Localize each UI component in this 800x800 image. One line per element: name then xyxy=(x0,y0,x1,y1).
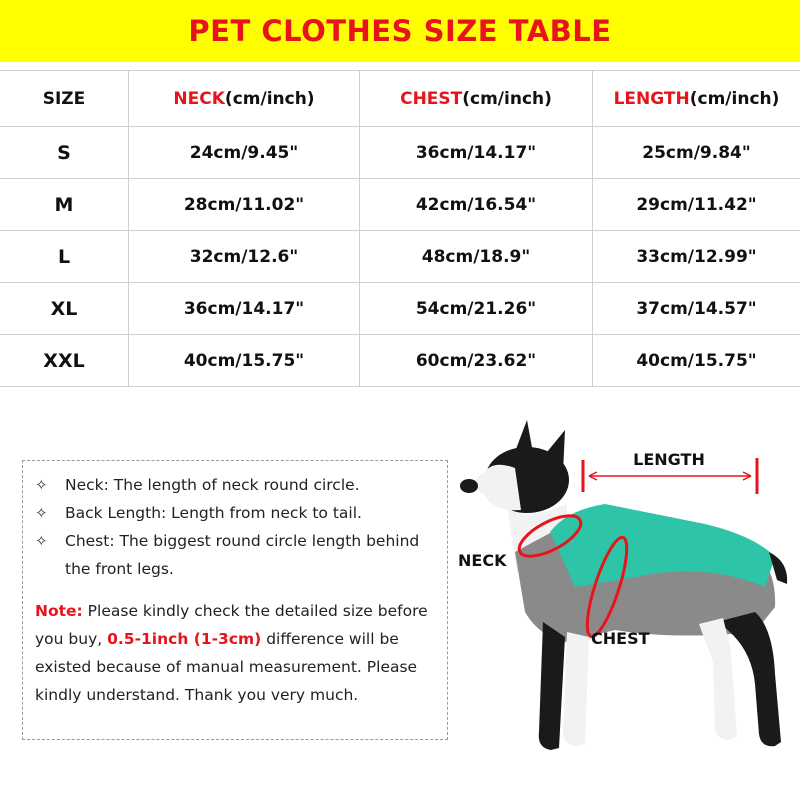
sparkle-icon: ✧ xyxy=(35,504,48,522)
header-chest-highlight: CHEST xyxy=(400,88,463,109)
size-cell: L xyxy=(0,231,129,283)
notes-box xyxy=(22,460,448,740)
neck-cell: 40cm/15.75" xyxy=(129,335,360,387)
page-title: PET CLOTHES SIZE TABLE xyxy=(188,14,612,48)
table-row xyxy=(0,283,800,335)
note-text-2: difference will be existed because of manual measurement. Please kindly understand. Thank you very much. xyxy=(35,630,418,704)
dog-leg xyxy=(539,622,565,750)
title-banner xyxy=(0,0,800,62)
header-length-highlight: LENGTH xyxy=(613,88,690,109)
size-cell: XL xyxy=(0,283,129,335)
neck-label: NECK xyxy=(458,551,507,570)
header-length xyxy=(593,71,800,127)
length-cell: 40cm/15.75" xyxy=(593,335,800,387)
table-row xyxy=(0,179,800,231)
neck-cell: 32cm/12.6" xyxy=(129,231,360,283)
length-cell: 25cm/9.84" xyxy=(593,127,800,179)
note-paragraph xyxy=(35,597,437,709)
neck-cell: 24cm/9.45" xyxy=(129,127,360,179)
sparkle-icon: ✧ xyxy=(35,532,48,550)
bullet-text: Chest: The biggest round circle length behind the front legs. xyxy=(65,532,420,578)
chest-label: CHEST xyxy=(591,629,650,648)
length-cell: 33cm/12.99" xyxy=(593,231,800,283)
table-row xyxy=(0,335,800,387)
bullet-text: Back Length: Length from neck to tail. xyxy=(65,504,362,522)
header-neck xyxy=(129,71,360,127)
length-cell: 37cm/14.57" xyxy=(593,283,800,335)
header-neck-highlight: NECK xyxy=(173,88,225,109)
table-row xyxy=(0,127,800,179)
dog-measurement-diagram xyxy=(455,412,800,792)
size-cell: M xyxy=(0,179,129,231)
header-neck-unit: (cm/inch) xyxy=(224,88,315,109)
chest-cell: 54cm/21.26" xyxy=(360,283,593,335)
note-highlight: 0.5-1inch (1-3cm) xyxy=(107,630,262,648)
chest-cell: 36cm/14.17" xyxy=(360,127,593,179)
note-bullet-neck xyxy=(35,471,437,499)
header-length-unit: (cm/inch) xyxy=(689,88,780,109)
note-text-1: Please kindly check the detailed size before you buy, xyxy=(35,602,428,648)
size-cell: S xyxy=(0,127,129,179)
chest-cell: 60cm/23.62" xyxy=(360,335,593,387)
dog-leg xyxy=(699,618,737,740)
neck-cell: 28cm/11.02" xyxy=(129,179,360,231)
size-cell: XXL xyxy=(0,335,129,387)
table-header-row xyxy=(0,71,800,127)
table-row xyxy=(0,231,800,283)
chest-cell: 42cm/16.54" xyxy=(360,179,593,231)
dog-muzzle xyxy=(474,465,521,510)
sparkle-icon: ✧ xyxy=(35,476,48,494)
header-chest xyxy=(360,71,593,127)
length-cell: 29cm/11.42" xyxy=(593,179,800,231)
neck-cell: 36cm/14.17" xyxy=(129,283,360,335)
note-bullet-back-length xyxy=(35,499,437,527)
bullet-text: Neck: The length of neck round circle. xyxy=(65,476,360,494)
dog-leg xyxy=(563,632,589,746)
header-size: SIZE xyxy=(0,71,129,127)
header-chest-unit: (cm/inch) xyxy=(462,88,552,109)
note-bullet-chest xyxy=(35,527,437,583)
size-table xyxy=(0,70,800,387)
dog-nose xyxy=(460,479,478,493)
length-label: LENGTH xyxy=(633,450,705,469)
note-label: Note: xyxy=(35,602,83,620)
chest-cell: 48cm/18.9" xyxy=(360,231,593,283)
